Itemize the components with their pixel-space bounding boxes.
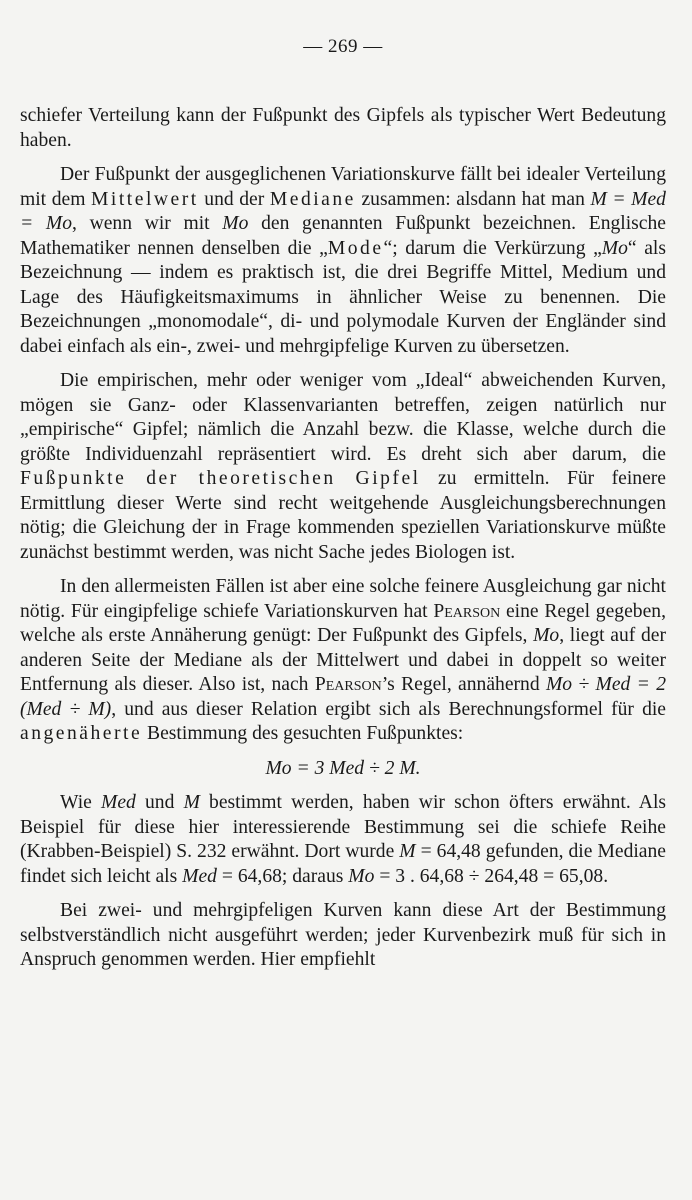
text-run: ’s Regel, annähernd: [381, 674, 546, 695]
math-run: Mo: [222, 213, 249, 234]
paragraph-6: Bei zwei- und mehrgipfeligen Kurven kann diese Art der Bestimmung selbstverständlich nicht ausgeführt werden; jeder Kurvenbezirk muß für sich in Anspruch genommen werden. Hier empfiehlt: [20, 900, 666, 970]
text-run: und: [135, 792, 184, 813]
text-run: Wie: [60, 792, 102, 813]
emphasis-run: angenäherte: [20, 723, 143, 744]
paragraph-2: [20, 163, 666, 359]
text-run: = 3 . 64,68 ÷ 264,48 = 65,08.: [374, 865, 609, 887]
text-run: , wenn wir mit: [72, 213, 223, 234]
text-run: = 64,68; daraus: [216, 865, 349, 887]
math-run: Mo ÷ Med = 2 (Med ÷ M): [20, 674, 667, 720]
text-run: eine Regel gegeben, welche als erste Annäherung genügt: Der Fußpunkt des Gipfels,: [20, 600, 666, 646]
text-run: = 64,48 gefunden, die Mediane findet sich leicht als: [20, 841, 666, 887]
emphasis-run: Mediane: [269, 188, 356, 210]
math-run: Mo: [348, 865, 375, 887]
emphasis-run: Fußpunkte der theoretischen Gipfel: [20, 468, 421, 489]
text-run: Der Fußpunkt der ausgeglichenen Variationskurve fällt bei idealer Verteilung mit dem: [20, 164, 666, 210]
text-run: “ als Bezeichnung — indem es praktisch ist, die drei Begriffe Mittel, Medium und Lage des Häufigkeitsmaximums in ähnlicher Weise zu benennen. Die Bezeichnungen „monomodale“, di- und polymodale Kurven der Engländer sind dabei einfach als ein-, zwei- und mehrgipfelige Kurven zu übersetzen.: [20, 237, 666, 357]
text-run: In den allermeisten Fällen ist aber eine solche feinere Ausgleichung gar nicht nötig. Für eingipfelige schiefe Variationskurven hat: [20, 576, 666, 622]
math-run: Mo: [601, 237, 628, 259]
text-run: Die empirischen, mehr oder weniger vom „Ideal“ abweichenden Kurven, mögen sie Ganz- oder Klassenvarianten betreffen, zeigen natürlich nur „empirische“ Gipfel; nämlich die Anzahl bezw. die Klasse, welche durch die größte Individuenzahl repräsentiert wird. Es dreht sich aber darum, die: [20, 370, 666, 465]
math-run: M: [399, 841, 416, 862]
paragraph-1: schiefer Verteilung kann der Fußpunkt des Gipfels als typischer Wert Bedeutung haben.: [20, 105, 666, 151]
math-run: Med: [101, 792, 136, 813]
text-run: den genannten Fußpunkt bezeichnen. Englische Mathematiker nennen denselben die „: [20, 213, 666, 259]
author-name: Pearson: [433, 600, 501, 622]
author-name: Pearson: [314, 674, 382, 695]
text-run: zusammen: alsdann hat man: [355, 188, 591, 210]
body-text: [20, 104, 666, 973]
math-run: M = Med = Mo: [20, 188, 666, 234]
emphasis-run: Mode: [327, 237, 384, 259]
text-run: und der: [198, 188, 270, 210]
text-run: “; darum die Verkürzung „: [383, 237, 602, 259]
emphasis-run: Mittelwert: [91, 188, 199, 210]
math-run: Mo: [533, 625, 560, 646]
paragraph-5: [20, 791, 666, 889]
paragraph-4: [20, 575, 666, 747]
text-run: bestimmt werden, haben wir schon öfters erwähnt. Als Beispiel für diese hier interessierende Bestimmung sei die schiefe Reihe (Krabben-Beispiel) S. 232 erwähnt. Dort wurde: [20, 792, 667, 862]
paragraph-3: [20, 369, 666, 565]
text-run: Bestimmung des gesuchten Fußpunktes:: [142, 723, 464, 744]
math-run: Med: [182, 865, 217, 887]
text-run: , und aus dieser Relation ergibt sich als Berechnungsformel für die: [111, 698, 667, 720]
text-run: , liegt auf der anderen Seite der Mediane als der Mittelwert und dabei in doppelt so weiter Entfernung als dieser. Also ist, nach: [20, 625, 666, 695]
math-run: M: [183, 792, 200, 813]
formula: Mo = 3 Med ÷ 2 M.: [265, 757, 421, 779]
page-number: — 269 —: [303, 36, 383, 57]
text-run: zu ermitteln. Für feinere Ermittlung dieser Werte sind recht weitgehende Ausgleichungsberechnungen nötig; die Gleichung der in Frage kommenden speziellen Variationskurve müßte zunächst bestimmt werden, was nicht Sache jedes Biologen ist.: [20, 468, 666, 563]
